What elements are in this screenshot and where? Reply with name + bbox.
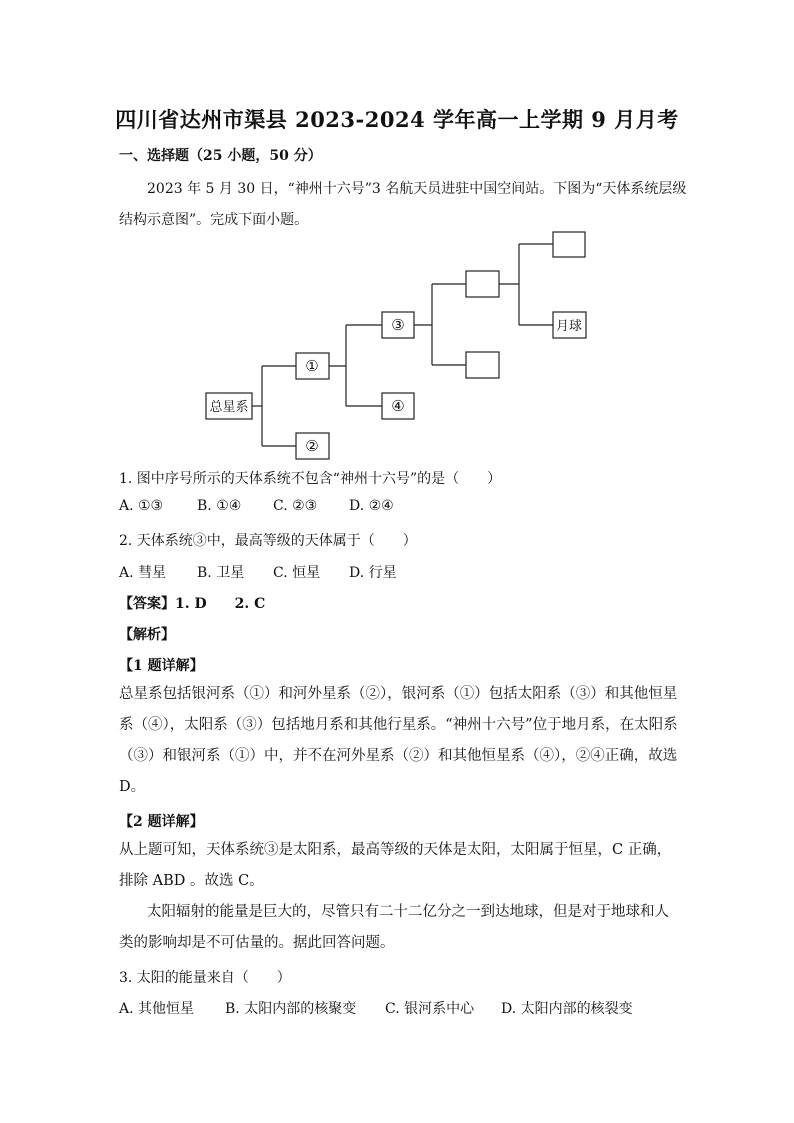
q2-detail-label: 【2 题详解】 [119, 814, 204, 830]
answer-line: 【答案】1. D 2. C [119, 596, 266, 612]
q2-detail-text: 从上题可知，天体系统③是太阳系，最高等级的天体是太阳，太阳属于恒星，C 正确，排除 ABD 。故选 C。 [119, 842, 672, 889]
node-blank-top [553, 232, 585, 257]
q3-option-a: A. 其他恒星 [119, 1001, 195, 1017]
intro-line-1: 2023 年 5 月 30 日，“神州十六号”3 名航天员进驻中国空间站。下图为“天体系统层级 [147, 181, 687, 197]
node-root-label: 总星系 [209, 400, 249, 415]
node-blank-upper [466, 271, 499, 297]
section-heading: 一、选择题（25 小题，50 分） [119, 148, 322, 164]
q1-stem: 1. 图中序号所示的天体系统不包含“神州十六号”的是（ ） [119, 471, 502, 487]
q1-option-a: A. ①③ [119, 498, 164, 514]
q1-option-d: D. ②④ [349, 498, 394, 514]
q1-options [119, 498, 394, 514]
intro-line-2: 结构示意图”。完成下面小题。 [119, 212, 309, 228]
q2-stem: 2. 天体系统③中，最高等级的天体属于（ ） [119, 533, 417, 549]
q2-option-d: D. 行星 [349, 565, 397, 581]
q1-option-c: C. ②③ [273, 498, 318, 514]
q1-detail-label: 【1 题详解】 [119, 658, 204, 674]
node-3-label: ③ [391, 316, 405, 334]
q2-option-c: C. 恒星 [273, 565, 321, 581]
q3-stem: 3. 太阳的能量来自（ ） [119, 970, 291, 986]
q2-option-b: B. 卫星 [197, 565, 245, 581]
q1-option-b: B. ①④ [197, 498, 242, 514]
q3-options [119, 998, 633, 1018]
q2-option-a: A. 彗星 [119, 565, 167, 581]
analysis-label: 【解析】 [119, 627, 175, 643]
q3-option-c: C. 银河系中心 [385, 1001, 475, 1017]
hierarchy-diagram [0, 0, 794, 470]
passage-2: 太阳辐射的能量是巨大的，尽管只有二十二亿分之一到达地球，但是对于地球和人类的影响却是不可估量的。据此回答问题。 [119, 904, 669, 951]
node-2-label: ② [305, 437, 319, 455]
q3-option-b: B. 太阳内部的核聚变 [225, 1001, 357, 1017]
node-1-label: ① [305, 357, 319, 375]
node-blank-lower [466, 352, 499, 378]
node-moon-label: 月球 [555, 319, 583, 334]
page-title: 四川省达州市渠县 2023-2024 学年高一上学期 9 月月考 [115, 107, 679, 132]
q1-detail-text: 总星系包括银河系（①）和河外星系（②），银河系（①）包括太阳系（③）和其他恒星系（④），太阳系（③）包括地月系和其他行星系。“神州十六号”位于地月系，在太阳系（③）和银河系（①）中，并不在河外星系（②）和其他恒星系（④），②④正确，故选 D。 [119, 686, 678, 795]
node-4-label: ④ [391, 397, 405, 415]
q2-options [119, 562, 397, 582]
q3-option-d: D. 太阳内部的核裂变 [501, 1001, 633, 1017]
